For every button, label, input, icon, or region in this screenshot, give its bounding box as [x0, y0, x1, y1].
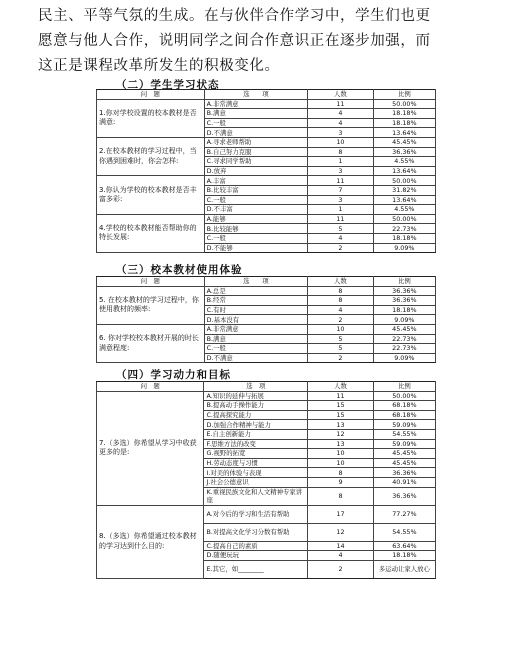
count: 10	[308, 458, 374, 468]
count: 1	[308, 205, 374, 215]
ratio: 68.18%	[373, 401, 435, 411]
option: F.思维方法的改变	[204, 439, 308, 449]
ratio: 36.36%	[373, 296, 435, 306]
ratio: 54.55%	[373, 429, 435, 439]
count: 4	[308, 551, 374, 561]
intro-line-3: 这正是课程改革所发生的积极变化。	[38, 58, 280, 74]
option: B.对提高文化学习分数有帮助	[204, 523, 308, 541]
ratio: 9.09%	[373, 315, 435, 325]
option: D.加强合作精神与能力	[204, 420, 308, 430]
count: 3	[308, 166, 374, 176]
header-option: 选 项	[204, 277, 307, 287]
ratio: 31.82%	[373, 185, 435, 195]
option: C.提高自己的素质	[204, 541, 308, 551]
count: 8	[308, 296, 374, 306]
count: 11	[308, 176, 374, 186]
count: 2	[308, 560, 374, 578]
ratio: 36.36%	[373, 487, 435, 505]
count: 8	[308, 286, 374, 296]
ratio: 4.55%	[373, 205, 435, 215]
header-question: 问 题	[97, 382, 204, 392]
option: D.放弃	[204, 166, 307, 176]
header-question: 问 题	[97, 90, 205, 100]
ratio: 45.45%	[373, 458, 435, 468]
count: 9	[308, 477, 374, 487]
ratio: 50.00%	[373, 176, 435, 186]
material-experience-table	[96, 276, 436, 363]
option: H.劳动态度与习惯	[204, 458, 308, 468]
option: C.一般	[204, 118, 307, 128]
ratio: 36.36%	[373, 147, 435, 157]
question-4: 4.学校的校本教材能否帮助你的特长发展:	[97, 214, 205, 252]
ratio: 18.18%	[373, 118, 435, 128]
intro-line-2: 愿意与他人合作，说明同学之间合作意识正在逐步加强，而	[38, 33, 431, 49]
ratio: 36.36%	[373, 286, 435, 296]
ratio: 9.09%	[373, 243, 435, 253]
count: 15	[308, 410, 374, 420]
count: 10	[308, 324, 374, 334]
option: B.提高动手操作能力	[204, 401, 308, 411]
ratio: 13.64%	[373, 166, 435, 176]
motivation-goals-table	[96, 381, 436, 579]
option: A.总是	[204, 286, 307, 296]
ratio: 18.18%	[373, 109, 435, 119]
ratio: 50.00%	[373, 99, 435, 109]
option: B.自己努力克服	[204, 147, 307, 157]
count: 2	[308, 315, 374, 325]
ratio: 4.55%	[373, 157, 435, 167]
count: 4	[308, 233, 374, 243]
option: C.一般	[204, 233, 307, 243]
option: D.不满意	[204, 353, 307, 363]
count: 14	[308, 541, 374, 551]
option: B.满意	[204, 109, 307, 119]
question-7: 7.（多选）你希望从学习中收获更多的是:	[97, 391, 204, 505]
header-ratio: 比例	[373, 90, 435, 100]
option: K.重视民族文化和人文精神专家讲座	[204, 487, 308, 505]
ratio: 36.36%	[373, 468, 435, 478]
option: A.寻求老师帮助	[204, 137, 307, 147]
count: 5	[308, 344, 374, 354]
count: 2	[308, 243, 374, 253]
count: 8	[308, 468, 374, 478]
option: C.一般	[204, 344, 307, 354]
header-option: 选 项	[204, 382, 308, 392]
count: 12	[308, 429, 374, 439]
ratio: 13.64%	[373, 195, 435, 205]
option: D.不丰富	[204, 205, 307, 215]
ratio: 50.00%	[373, 391, 435, 401]
ratio: 50.00%	[373, 214, 435, 224]
option: A.非常满意	[204, 99, 307, 109]
ratio: 22.73%	[373, 224, 435, 234]
count: 2	[308, 353, 374, 363]
count: 10	[308, 449, 374, 459]
ratio: 13.64%	[373, 128, 435, 138]
count: 17	[308, 505, 374, 523]
option: C.寻求同学帮助	[204, 157, 307, 167]
ratio: 45.45%	[373, 449, 435, 459]
option: C.一般	[204, 195, 307, 205]
count: 11	[308, 99, 374, 109]
count: 15	[308, 401, 374, 411]
header-question: 问 题	[97, 277, 205, 287]
ratio: 22.73%	[373, 334, 435, 344]
option: D.基本没有	[204, 315, 307, 325]
count: 13	[308, 439, 374, 449]
section-title-material-experience: （三）校本教材使用体验	[116, 264, 243, 276]
option: B.满意	[204, 334, 307, 344]
count: 4	[308, 305, 374, 315]
intro-line-1: 民主、平等气氛的生成。在与伙伴合作学习中，学生们也更	[38, 8, 431, 24]
option: J.社会公德意识	[204, 477, 308, 487]
option: E.其它，如________	[204, 560, 308, 578]
question-1: 1.你对学校设置的校本教材是否满意:	[97, 99, 205, 137]
option: C.有时	[204, 305, 307, 315]
header-ratio: 比例	[373, 382, 435, 392]
question-2: 2.在校本教材的学习过程中，当你遇到困难时，你会怎样:	[97, 137, 205, 175]
option: B.经常	[204, 296, 307, 306]
option: B.比较丰富	[204, 185, 307, 195]
ratio: 63.64%	[373, 541, 435, 551]
option: A.对今后的学习和生活有帮助	[204, 505, 308, 523]
ratio: 22.73%	[373, 344, 435, 354]
ratio: 多运动让家人放心	[373, 560, 435, 578]
header-count: 人数	[308, 382, 374, 392]
ratio: 18.18%	[373, 233, 435, 243]
count: 10	[308, 137, 374, 147]
option: C.提高探究能力	[204, 410, 308, 420]
ratio: 45.45%	[373, 324, 435, 334]
ratio: 45.45%	[373, 137, 435, 147]
ratio: 59.09%	[373, 420, 435, 430]
count: 8	[308, 487, 374, 505]
count: 4	[308, 109, 374, 119]
section-title-motivation-goals: （四）学习动力和目标	[116, 369, 231, 381]
count: 3	[308, 195, 374, 205]
count: 5	[308, 224, 374, 234]
count: 11	[308, 214, 374, 224]
option: G.视野的拓宽	[204, 449, 308, 459]
option: A.知识的延伸与拓展	[204, 391, 308, 401]
count: 13	[308, 420, 374, 430]
count: 4	[308, 118, 374, 128]
count: 5	[308, 334, 374, 344]
header-ratio: 比例	[373, 277, 435, 287]
count: 7	[308, 185, 374, 195]
option: B.比较能够	[204, 224, 307, 234]
learning-status-table	[96, 89, 436, 253]
count: 11	[308, 391, 374, 401]
question-3: 3.你认为学校的校本教材是否丰富多彩:	[97, 176, 205, 214]
count: 1	[308, 157, 374, 167]
header-option: 选 项	[204, 90, 307, 100]
ratio: 68.18%	[373, 410, 435, 420]
count: 12	[308, 523, 374, 541]
option: A.能够	[204, 214, 307, 224]
count: 3	[308, 128, 374, 138]
ratio: 9.09%	[373, 353, 435, 363]
option: A.非常满意	[204, 324, 307, 334]
count: 8	[308, 147, 374, 157]
question-6: 6. 你对学校校本教材开展的时长满意程度:	[97, 324, 205, 362]
option: I.对美的体验与表现	[204, 468, 308, 478]
section-title-learning-status: （二）学生学习状态	[116, 79, 220, 91]
question-8: 8.（多选）你希望通过校本教材的学习达到什么目的:	[97, 505, 204, 578]
ratio: 18.18%	[373, 551, 435, 561]
option: D.随便玩玩	[204, 551, 308, 561]
header-count: 人数	[308, 90, 374, 100]
option: D.不满意	[204, 128, 307, 138]
question-5: 5. 在校本教材的学习过程中，你使用教材的频率:	[97, 286, 205, 324]
ratio: 18.18%	[373, 305, 435, 315]
ratio: 59.09%	[373, 439, 435, 449]
ratio: 40.91%	[373, 477, 435, 487]
option: A.丰富	[204, 176, 307, 186]
ratio: 77.27%	[373, 505, 435, 523]
option: E.自主创新能力	[204, 429, 308, 439]
option: D.不能够	[204, 243, 307, 253]
ratio: 54.55%	[373, 523, 435, 541]
header-count: 人数	[308, 277, 374, 287]
